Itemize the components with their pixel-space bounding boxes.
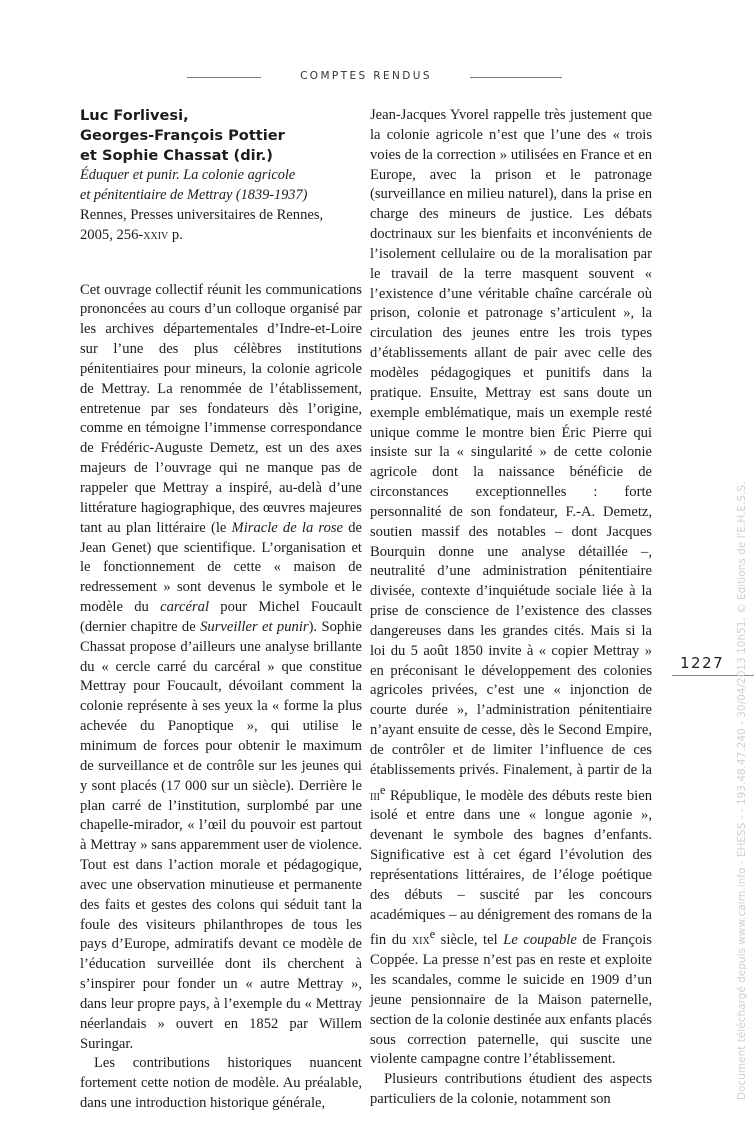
superscript: e	[429, 927, 436, 942]
book-publication	[80, 206, 362, 246]
text-run: pour Michel Foucault (dernier chapitre de	[80, 599, 362, 635]
book-reference	[80, 106, 362, 246]
book-pages-b: p.	[168, 226, 183, 243]
page-number: 1227	[680, 654, 725, 672]
text-run: de François Coppée. La presse n’est pas en reste et exploite les scandales, comme le suicide en 1909 d’un jeune pensionnaire de la Maison paternelle, section de la colonie destinée aux enfants placés sous correction paternelle, qui suscite une violente campagne contre l’établissement.	[370, 932, 652, 1068]
book-pages	[80, 226, 362, 246]
text-run: de Jean Genet) que scientifique. L’organisation et le fonctionnement de cette « maison de redressement » sont devenus le symbole et le modèle du	[80, 519, 362, 616]
text-run: Cet ouvrage collectif réunit les communications prononcées au cours d’un colloque organisé par les archives départementales d’Indre-et-Loire sur l’une des plus célèbres institutions pénitentiaires pour mineurs, la colonie agricole de Mettray. La renommée de l’établissement, entretenue par ses fondateurs dès l’origine, comme en témoigne l’immense correspondance de Frédéric-Auguste Demetz, est un des axes majeurs de l’ouvrage qui ne manque pas de rappeler que Mettray a inspiré, au-delà d’une littérature hagiographique, des œuvres majeures tant au plan littéraire (le	[80, 281, 362, 536]
italic-title: Surveiller et punir	[200, 618, 309, 635]
text-run: Jean-Jacques Yvorel rappelle très justement que la colonie agricole n’est que l’une des « trois voies de la correction » utilisées en France et en Europe, avec la prison et le patronage (surveillance en milieu naturel), dans la prise en charge des mineurs de justice. Les débats doctrinaux sur les bienfaits et inconvénients de l’isolement cellulaire ou de la moralisation par le travail de la terre masquent souvent « l’existence d’une véritable chaîne carcérale où prison, colonie et patronage s’articulent », la circulation des jeunes entre les trois types d’établissements allant de pair avec celle des modèles pédagogiques et punitifs dans la pratique. Ensuite, Mettray est sans doute un exemple emblématique, mais un exemple resté unique comme le montre bien Éric Pierre qui insiste sur la « singularité » de cette colonie agricole dont la naissance bénéficie de circonstances exceptionnelles : forte personnalité de son fondateur, F.-A. Demetz, soutien massif des notables – dont Jacques Bourquin donne une analyse détaillée –, neutralité d’une administration pénitentiaire divisée, contexte d’inquiétude sociale liée à la prise de conscience de l’existence des classes dangereuses dans les grandes cités. Mais si la loi du 5 août 1850 invite à « copier Mettray » en préconisant le développement des colonies agricoles privées, c’est une « injonction de courte durée », l’administration pénitentiaire n’ayant ensuite de cesse, dès le Second Empire, de contrôler et de limiter l’influence de ces établissements privés. Finalement, à partir de la	[370, 107, 652, 778]
book-title-line-2: et pénitentiaire de Mettray (1839-1937)	[80, 187, 308, 204]
author-line-1: Luc Forlivesi,	[80, 107, 189, 124]
author-line-3: et Sophie Chassat (dir.)	[80, 146, 273, 164]
book-title-line-1: Éduquer et punir. La colonie agricole	[80, 167, 296, 184]
italic-title: Miracle de la rose	[231, 519, 344, 536]
left-paragraph-1	[80, 281, 362, 1055]
book-authors	[80, 106, 362, 165]
left-paragraph-2: Les contributions historiques nuancent fortement cette notion de modèle. Au préalable, dans une introduction historique générale,	[80, 1055, 362, 1112]
superscript: e	[380, 782, 386, 797]
running-head-label: COMPTES RENDUS	[300, 70, 432, 82]
roman-numeral: xix	[411, 932, 430, 949]
running-head-rule-left	[187, 77, 261, 78]
author-line-2: Georges-François Pottier	[80, 126, 285, 144]
text-run: siècle, tel	[435, 932, 504, 949]
italic-term: carcéral	[160, 599, 210, 616]
right-paragraph-1	[370, 106, 652, 1070]
right-paragraph-2: Plusieurs contributions étudient des aspects particuliers de la colonie, notamment son	[370, 1071, 652, 1108]
running-head-rule-right	[470, 77, 562, 78]
right-column	[370, 106, 652, 1110]
roman-numeral: iii	[370, 787, 380, 804]
text-run: République, le modèle des débuts reste bien isolé et entre dans une « longue agonie », devenant le symbole des bagnes d’enfants. Significative est à cet égard l’évolution des représentations littéraires, de l’éloge poétique des débuts – suscité par les concours académiques – au dénigrement des romans de la fin du	[370, 787, 652, 949]
book-pages-a: 2005, 256-	[80, 226, 144, 243]
left-column	[80, 106, 362, 1114]
running-head	[0, 70, 754, 84]
book-publisher: Rennes, Presses universitaires de Rennes,	[80, 206, 324, 223]
book-title	[80, 166, 362, 206]
italic-title: Le coupable	[503, 932, 577, 949]
download-watermark: Document téléchargé depuis www.cairn.info - EHESS - - 193.48.47.240 - 30/04/2013 10h51. © Editions de l'E.H.E.S.S.	[736, 481, 748, 1100]
text-run: ). Sophie Chassat propose d’ailleurs une analyse brillante du « cercle carré du carcéral » que constitue Mettray pour Foucault, dévoilant comment la colonie représente à ses yeux la « forme la plus achevée du Panoptique », qui utilise le minimum de forces pour obtenir le maximum de surveillance et de contrôle sur les jeunes qui y sont placés (17 000 sur un siècle). Derrière le plan carré de l’institution, surplombé par une chapelle-mirador, « l’œil du pouvoir est partout à Mettray » sans apparemment user de violence. Tout est dans l’action morale et pédagogique, avec une observation minutieuse et permanente des faits et gestes des colons qui séduit tant la foule des visiteurs philanthropes de tous les pays d’Europe, admiratifs devant ce modèle de l’éducation surveillée dont ils cherchent à s’inspirer pour fonder un « autre Mettray », dans leur propre pays, à l’exemple du « Mettray néerlandais » ouvert en 1852 par Willem Suringar.	[80, 618, 362, 1052]
book-pages-roman: xxiv	[143, 226, 169, 243]
